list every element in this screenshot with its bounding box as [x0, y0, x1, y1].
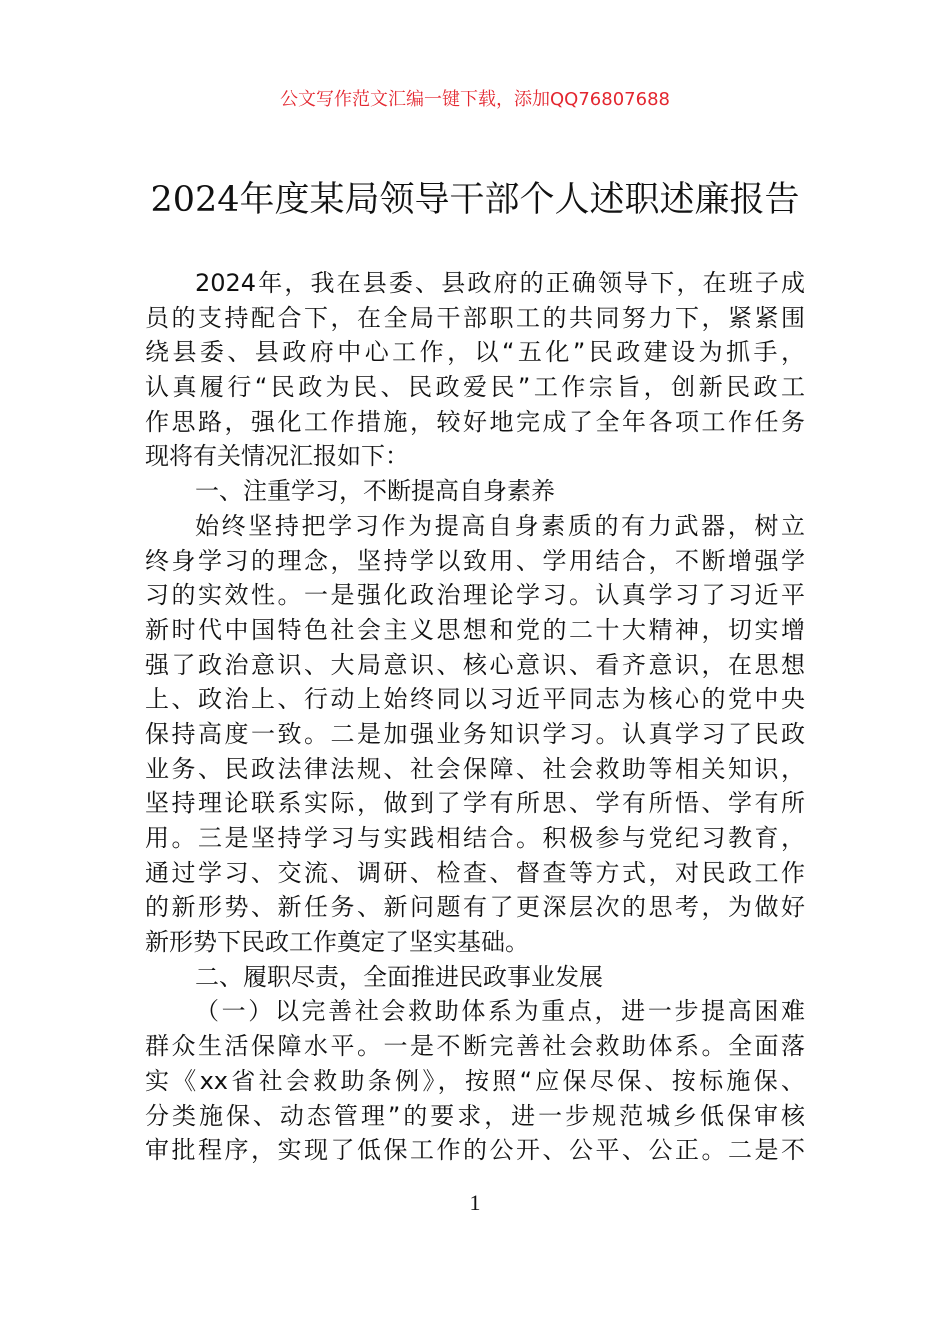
text-line: （一）以完善社会救助体系为重点，进一步提高困难 [195, 997, 805, 1026]
text-line: 新时代中国特色社会主义思想和党的二十大精神，切实增 [145, 615, 805, 644]
text-line: 员的支持配合下，在全局干部职工的共同努力下，紧紧围 [145, 303, 805, 332]
text-line: 业务、民政法律法规、社会保障、社会救助等相关知识， [145, 754, 805, 783]
text-line: 认真履行“民政为民、民政爱民”工作宗旨，创新民政工 [145, 373, 805, 402]
text-line: 作思路，强化工作措施，较好地完成了全年各项工作任务 [145, 407, 805, 436]
section-heading: 二、履职尽责，全面推进民政事业发展 [195, 962, 603, 991]
text-line: 群众生活保障水平。一是不断完善社会救助体系。全面落 [145, 1032, 805, 1061]
text-line: 用。三是坚持学习与实践相结合。积极参与党纪习教育， [145, 824, 805, 852]
section-heading: 一、注重学习，不断提高自身素养 [195, 477, 555, 506]
document-title: 2024年度某局领导干部个人述职述廉报告 [150, 180, 800, 220]
text-line: 强了政治意识、大局意识、核心意识、看齐意识，在思想 [145, 650, 805, 679]
text-line: 习的实效性。一是强化政治理论学习。认真学习了习近平 [145, 581, 805, 610]
promo-header: 公文写作范文汇编一键下载，添加QQ76807688 [280, 89, 670, 110]
text-line: 新形势下民政工作奠定了坚实基础。 [145, 928, 529, 957]
text-line: 保持高度一致。二是加强业务知识学习。认真学习了民政 [145, 719, 805, 748]
text-line: 通过学习、交流、调研、检查、督查等方式，对民政工作 [145, 858, 805, 887]
text-line: 实《xx省社会救助条例》，按照“应保尽保、按标施保、 [145, 1066, 805, 1095]
text-line: 始终坚持把学习作为提高自身素质的有力武器，树立 [195, 511, 805, 540]
text-line: 上、政治上、行动上始终同以习近平同志为核心的党中央 [145, 685, 805, 714]
document-body [145, 266, 805, 1168]
text-line: 审批程序，实现了低保工作的公开、公平、公正。二是不 [145, 1136, 805, 1165]
text-line: 2024年，我在县委、县政府的正确领导下，在班子成 [195, 269, 805, 297]
page-number: 1 [469, 1190, 481, 1215]
text-line: 的新形势、新任务、新问题有了更深层次的思考，为做好 [145, 893, 805, 922]
text-line: 坚持理论联系实际，做到了学有所思、学有所悟、学有所 [145, 789, 805, 818]
text-line: 绕县委、县政府中心工作，以“五化”民政建设为抓手， [145, 338, 805, 367]
text-line: 分类施保、动态管理”的要求，进一步规范城乡低保审核 [145, 1101, 805, 1130]
text-line: 现将有关情况汇报如下： [145, 442, 409, 471]
text-line: 终身学习的理念，坚持学以致用、学用结合，不断增强学 [145, 546, 805, 575]
